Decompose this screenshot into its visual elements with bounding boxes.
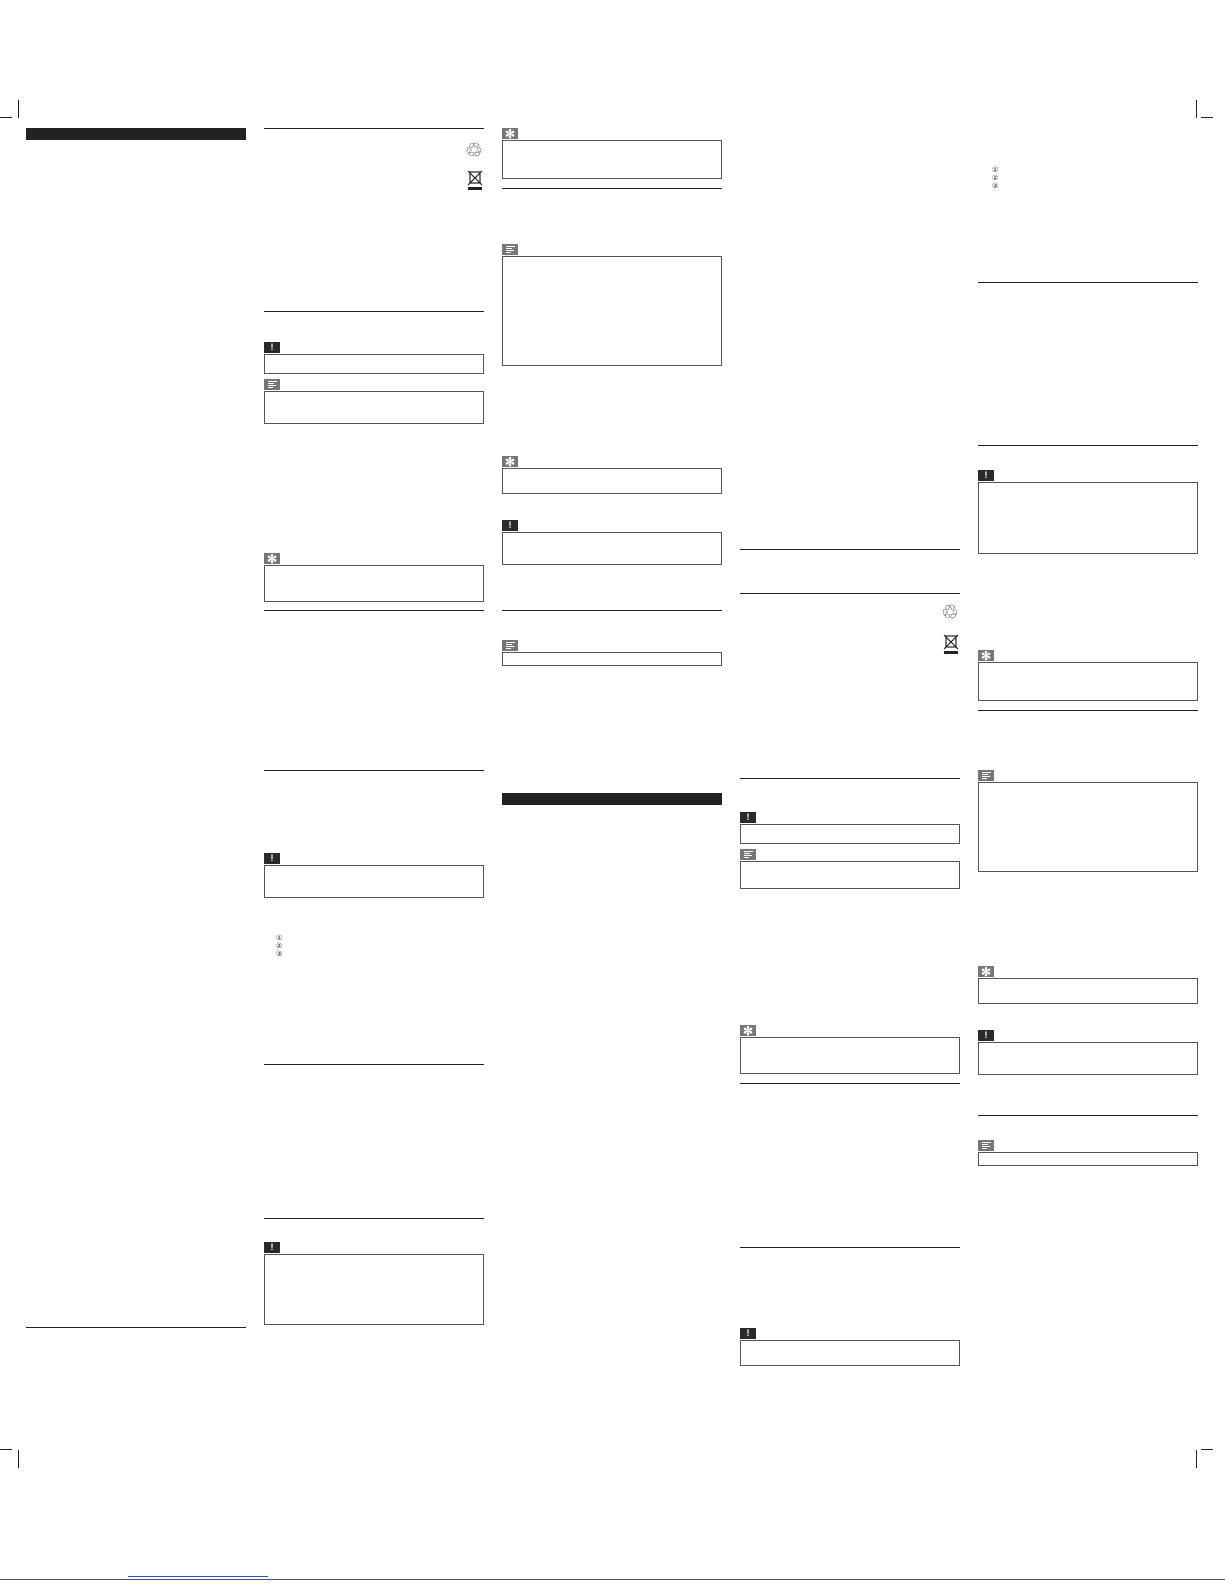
note-icon (502, 244, 518, 255)
tip-icon: ✻ (978, 966, 994, 977)
tip-box (264, 565, 484, 602)
tip-icon: ✻ (264, 553, 280, 564)
section-title-bar (502, 793, 722, 805)
note-box (978, 782, 1198, 872)
tip-box (740, 1037, 960, 1074)
section-rule (502, 610, 722, 611)
section-rule (264, 311, 484, 312)
note-box (978, 1152, 1198, 1166)
page-bottom-rule (0, 1579, 1225, 1580)
section-rule (978, 445, 1198, 446)
step-marker-1: ① (992, 166, 999, 174)
warning-box (740, 824, 960, 844)
note-box (502, 652, 722, 666)
section-rule (740, 1247, 960, 1248)
warning-icon: ! (264, 853, 280, 864)
step-marker-3: ③ (276, 950, 283, 958)
tip-icon: ✻ (740, 1025, 756, 1036)
tip-box (502, 140, 722, 179)
recycle-icon: ♲ (465, 140, 483, 162)
crop-mark (1196, 100, 1197, 118)
warning-box (502, 532, 722, 565)
section-rule (264, 770, 484, 771)
section-rule (740, 593, 960, 594)
note-box (740, 861, 960, 889)
crossed-bin-icon (466, 168, 484, 190)
numbered-markers (276, 934, 282, 958)
section-title-bar (26, 128, 246, 140)
tip-icon: ✻ (502, 456, 518, 467)
note-icon (264, 379, 280, 390)
tip-box (978, 978, 1198, 1004)
crop-mark (0, 117, 12, 118)
section-rule (740, 1083, 960, 1084)
numbered-markers (992, 166, 998, 190)
warning-icon: ! (740, 1328, 756, 1339)
step-marker-3: ③ (992, 182, 999, 190)
tip-icon: ✻ (978, 650, 994, 661)
footer-link[interactable] (128, 1576, 268, 1577)
warning-box (264, 865, 484, 898)
warning-box (978, 1042, 1198, 1075)
tip-icon: ✻ (502, 128, 518, 139)
crop-mark (1201, 117, 1213, 118)
warning-box (978, 482, 1198, 554)
crop-mark (1196, 1450, 1197, 1468)
section-rule (264, 1064, 484, 1065)
warning-box (264, 1254, 484, 1325)
section-rule (264, 610, 484, 611)
crossed-bin-icon (942, 632, 960, 654)
warning-box (740, 1340, 960, 1366)
section-rule (26, 1327, 246, 1328)
section-rule (502, 188, 722, 189)
step-marker-1: ① (276, 934, 283, 942)
section-rule (264, 128, 484, 129)
note-icon (502, 640, 518, 651)
section-rule (264, 1218, 484, 1219)
warning-icon: ! (264, 342, 280, 353)
warning-box (264, 354, 484, 374)
step-marker-2: ② (276, 942, 283, 950)
warning-icon: ! (502, 520, 518, 531)
warning-icon: ! (740, 812, 756, 823)
warning-icon: ! (264, 1242, 280, 1253)
crop-mark (1201, 1449, 1213, 1450)
section-rule (740, 549, 960, 550)
note-icon (740, 849, 756, 860)
warning-icon: ! (978, 1030, 994, 1041)
tip-box (502, 468, 722, 494)
note-box (264, 391, 484, 424)
section-rule (978, 710, 1198, 711)
section-rule (740, 778, 960, 779)
crop-mark (0, 1449, 12, 1450)
crop-mark (18, 100, 19, 118)
section-rule (978, 282, 1198, 283)
tip-box (978, 662, 1198, 701)
note-box (502, 256, 722, 366)
note-icon (978, 770, 994, 781)
crop-mark (18, 1450, 19, 1468)
section-rule (978, 1115, 1198, 1116)
step-marker-2: ② (992, 174, 999, 182)
recycle-icon: ♲ (941, 602, 959, 624)
note-icon (978, 1140, 994, 1151)
warning-icon: ! (978, 470, 994, 481)
